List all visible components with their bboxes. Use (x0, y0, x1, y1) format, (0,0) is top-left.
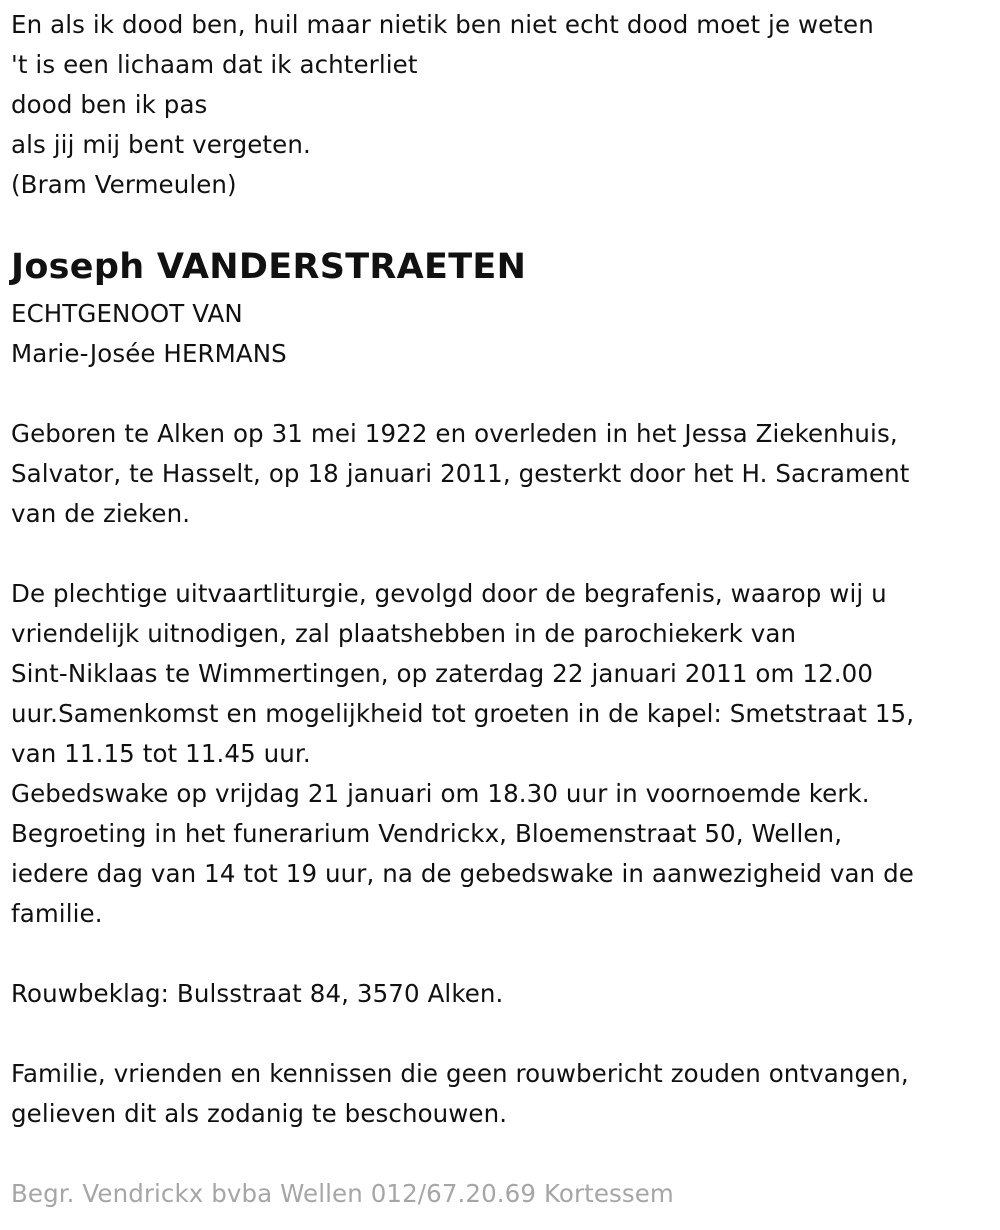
paragraph-line: familie. (11, 899, 103, 928)
poem-line: En als ik dood ben, huil maar nietik ben niet echt dood moet je weten (11, 10, 874, 39)
family-notice (11, 1054, 909, 1134)
paragraph-line: van 11.15 tot 11.45 uur. (11, 739, 311, 768)
paragraph-line: van de zieken. (11, 499, 191, 528)
birth-death-paragraph (11, 414, 909, 534)
paragraph-line: Geboren te Alken op 31 mei 1922 en overleden in het Jessa Ziekenhuis, (11, 419, 898, 448)
paragraph-line: Sint-Niklaas te Wimmertingen, op zaterdag 22 januari 2011 om 12.00 (11, 659, 874, 688)
paragraph-line: De plechtige uitvaartliturgie, gevolgd door de begrafenis, waarop wij u (11, 579, 887, 608)
paragraph-line: iedere dag van 14 tot 19 uur, na de gebedswake in aanwezigheid van de (11, 859, 914, 888)
condolence-line: Rouwbeklag: Bulsstraat 84, 3570 Alken. (11, 979, 504, 1008)
poem-author: (Bram Vermeulen) (11, 170, 237, 199)
paragraph-line: Salvator, te Hasselt, op 18 januari 2011, gesterkt door het H. Sacrament (11, 459, 910, 488)
condolence-address (11, 974, 503, 1014)
poem-line: dood ben ik pas (11, 90, 208, 119)
relation-label: ECHTGENOOT VAN (11, 299, 243, 328)
spouse-name: Marie-Josée HERMANS (11, 339, 287, 368)
paragraph-line: Familie, vrienden en kennissen die geen rouwbericht zouden ontvangen, (11, 1059, 909, 1088)
funeral-paragraph (11, 574, 914, 934)
footer-line: Begr. Vendrickx bvba Wellen 012/67.20.69 Kortessem (11, 1179, 674, 1208)
paragraph-line: vriendelijk uitnodigen, zal plaatshebben in de parochiekerk van (11, 619, 797, 648)
deceased-block (11, 240, 526, 374)
paragraph-line: Begroeting in het funerarium Vendrickx, Bloemenstraat 50, Wellen, (11, 819, 843, 848)
paragraph-line: gelieven dit als zodanig te beschouwen. (11, 1099, 508, 1128)
undertaker-footer (11, 1174, 674, 1214)
poem-line: 't is een lichaam dat ik achterliet (11, 50, 418, 79)
poem (11, 5, 874, 205)
deceased-name: Joseph VANDERSTRAETEN (11, 247, 527, 287)
poem-line: als jij mij bent vergeten. (11, 130, 311, 159)
paragraph-line: uur.Samenkomst en mogelijkheid tot groeten in de kapel: Smetstraat 15, (11, 699, 915, 728)
paragraph-line: Gebedswake op vrijdag 21 januari om 18.30 uur in voornoemde kerk. (11, 779, 870, 808)
